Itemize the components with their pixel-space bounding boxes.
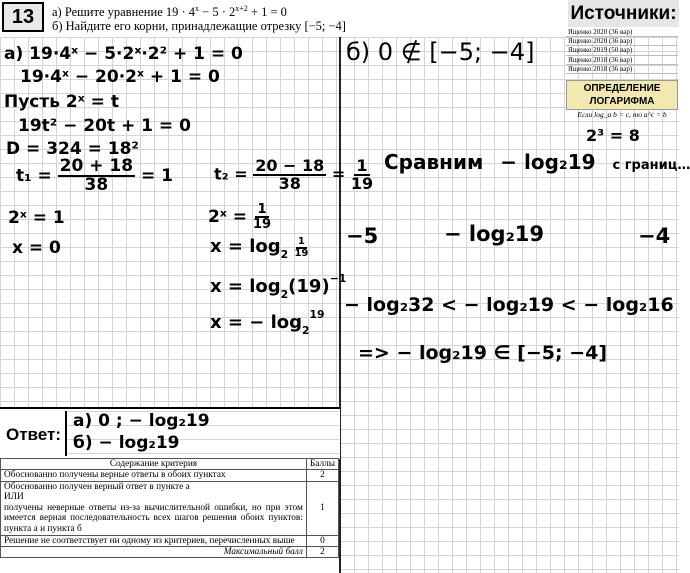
- criteria-row: [1, 470, 339, 482]
- solution-line-2: 19·4ˣ − 20·2ˣ + 1 = 0: [20, 67, 220, 87]
- case1-line-1: 2ˣ = 1: [8, 208, 65, 228]
- max-points-label: Максимальный балл: [1, 547, 307, 558]
- column-divider: [339, 37, 341, 573]
- source-item[interactable]: Ященко 2018 (36 вар): [566, 56, 678, 65]
- source-item[interactable]: Ященко 2020 (36 вар): [566, 37, 678, 46]
- criteria-max-row: [1, 547, 339, 558]
- value-mid: − log₂19: [444, 222, 544, 246]
- case2-line-1: 2ˣ = $\frac{1}{19}$: [208, 202, 272, 232]
- answer-label: Ответ:: [6, 425, 61, 444]
- criteria-text: Обоснованно получен верный ответ в пункте а ИЛИ получены неверные ответы из-за вычислительной ошибки, но при этом имеется верная последовательность всех шагов решения обоих пунктов: пункта а и пункта б: [1, 481, 307, 535]
- root-t2: t₂ = $\frac{20 - 18}{38}$ = $\frac{1}{19}$: [214, 156, 374, 193]
- criteria-text: Решение не соответствует ни одному из критериев, перечисленных выше: [1, 535, 307, 547]
- criteria-header-row: [1, 459, 339, 470]
- source-item[interactable]: Ященко 2020 (36 вар): [566, 28, 678, 37]
- sources-title: Источники:: [568, 0, 679, 27]
- definition-title-line1: ОПРЕДЕЛЕНИЕ: [583, 83, 661, 94]
- criteria-text: Обоснованно получены верные ответы в обоих пунктах: [1, 470, 307, 482]
- bound-right: −4: [638, 224, 671, 248]
- criteria-header-content: Содержание критерия: [1, 459, 307, 470]
- criteria-points: 1: [306, 481, 338, 535]
- solution-line-1: а) 19·4ˣ − 5·2ˣ·2² + 1 = 0: [4, 44, 243, 64]
- case1-line-2: x = 0: [12, 238, 61, 258]
- task-part-a: а) Решите уравнение $19 \cdot 4^x - 5 \cdot 2^{x+2} + 1 = 0$: [52, 4, 287, 20]
- criteria-table: [0, 458, 339, 558]
- criteria-header-points: Баллы: [306, 459, 338, 470]
- power-note: 2³ = 8: [586, 126, 640, 145]
- source-item[interactable]: Ященко 2018 (36 вар): [566, 65, 678, 74]
- criteria-points: 0: [306, 535, 338, 547]
- case2-line-4: x = − $\log_2^{19}$: [210, 308, 325, 337]
- source-item[interactable]: Ященко 2019 (50 вар): [566, 46, 678, 55]
- compare-line: Сравним − log₂19 с границ…: [384, 150, 690, 174]
- criteria-row: [1, 481, 339, 535]
- answer-part-b: б) − log₂19: [73, 433, 180, 453]
- sources-list: [566, 28, 678, 74]
- solution-line-4: 19t² − 20t + 1 = 0: [18, 116, 191, 136]
- part-b-head: б) 0 ∉ [−5; −4]: [346, 38, 535, 66]
- bound-left: −5: [346, 224, 379, 248]
- answer-section: [0, 407, 340, 459]
- max-points-value: 2: [306, 547, 338, 558]
- solution-line-5: D = 324 = 18²: [6, 139, 139, 159]
- task-part-b: б) Найдите его корни, принадлежащие отрезку [−5; −4]: [52, 19, 346, 33]
- criteria-row: [1, 535, 339, 547]
- answer-box: [65, 411, 339, 456]
- definition-box[interactable]: [566, 80, 678, 110]
- inequality-line: − log₂32 < − log₂19 < − log₂16: [344, 294, 674, 316]
- criteria-points: 2: [306, 470, 338, 482]
- root-t1: t₁ = $\frac{20 + 18}{38}$ = 1: [16, 156, 173, 195]
- case2-line-2: $x = \log_2$ $\frac{1}{19}$: [210, 236, 309, 261]
- answer-part-a: а) 0 ; − log₂19: [73, 411, 210, 431]
- conclusion-line: => − log₂19 ∈ [−5; −4]: [358, 342, 608, 364]
- definition-title-line2: ЛОГАРИФМА: [589, 96, 655, 107]
- case2-line-3: $x = \log_2(19)^{-1}$: [210, 272, 347, 301]
- definition-formula: Если log_a b = c, то a^c = b: [577, 110, 667, 119]
- solution-line-3: Пусть 2ˣ = t: [4, 92, 119, 112]
- task-number: 13: [2, 2, 44, 32]
